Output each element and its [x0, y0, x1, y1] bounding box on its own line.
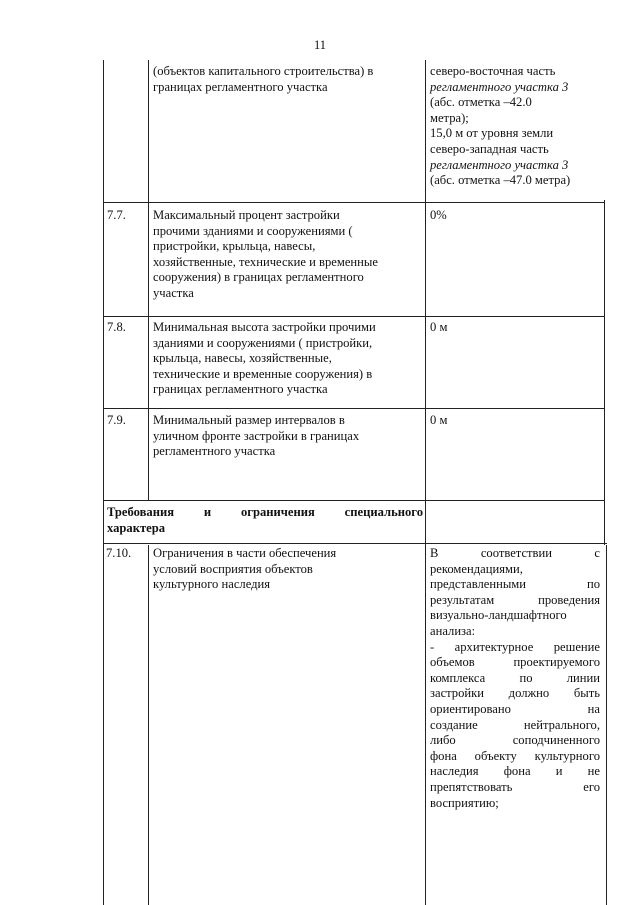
row-description: Минимальный размер интервалов в уличном фронте застройки в границах регламентного участка	[153, 413, 360, 459]
row-description: Минимальная высота застройки прочими зданиями и сооружениями ( пристройки, крыльца, навесы, хозяйственные, технические и временные сооружения) в границах регламентного участка	[153, 320, 376, 397]
section-header: Требования и ограничения специального характера	[107, 505, 423, 535]
row-value: В соответствии с рекомендациями, представленными по результатам проведения визуально-ландшафтного анализа: - архитектурное решение объемов проектируемого комплекса по линии застройки должно быть ориентировано на создание нейтрального, либо соподчиненного фона объекту культурного наследия фона и не препятствовать его восприятию;	[430, 546, 600, 810]
row-value: 0 м	[430, 413, 448, 427]
row-number: 7.8.	[107, 320, 126, 334]
row-value: северо-восточная часть регламентного участка 3 (абс. отметка –42.0 метра); 15,0 м от уровня земли северо-западная часть регламентного участка 3 (абс. отметка –47.0 метра)	[430, 64, 571, 188]
row-description: Ограничения в части обеспечения условий восприятия объектов культурного наследия	[153, 546, 337, 592]
row-value: 0 м	[430, 320, 448, 334]
row-number: 7.9.	[107, 413, 126, 427]
page-number: 11	[313, 38, 327, 52]
row-number: 7.7.	[107, 208, 126, 222]
row-number: 7.10.	[106, 546, 132, 560]
row-description: (объектов капитального строительства) в границах регламентного участка	[153, 64, 374, 94]
row-description: Максимальный процент застройки прочими зданиями и сооружениями ( пристройки, крыльца, навесы, хозяйственные, технические и временные сооружения) в границах регламентного участка	[153, 208, 378, 300]
row-value: 0%	[430, 208, 447, 222]
